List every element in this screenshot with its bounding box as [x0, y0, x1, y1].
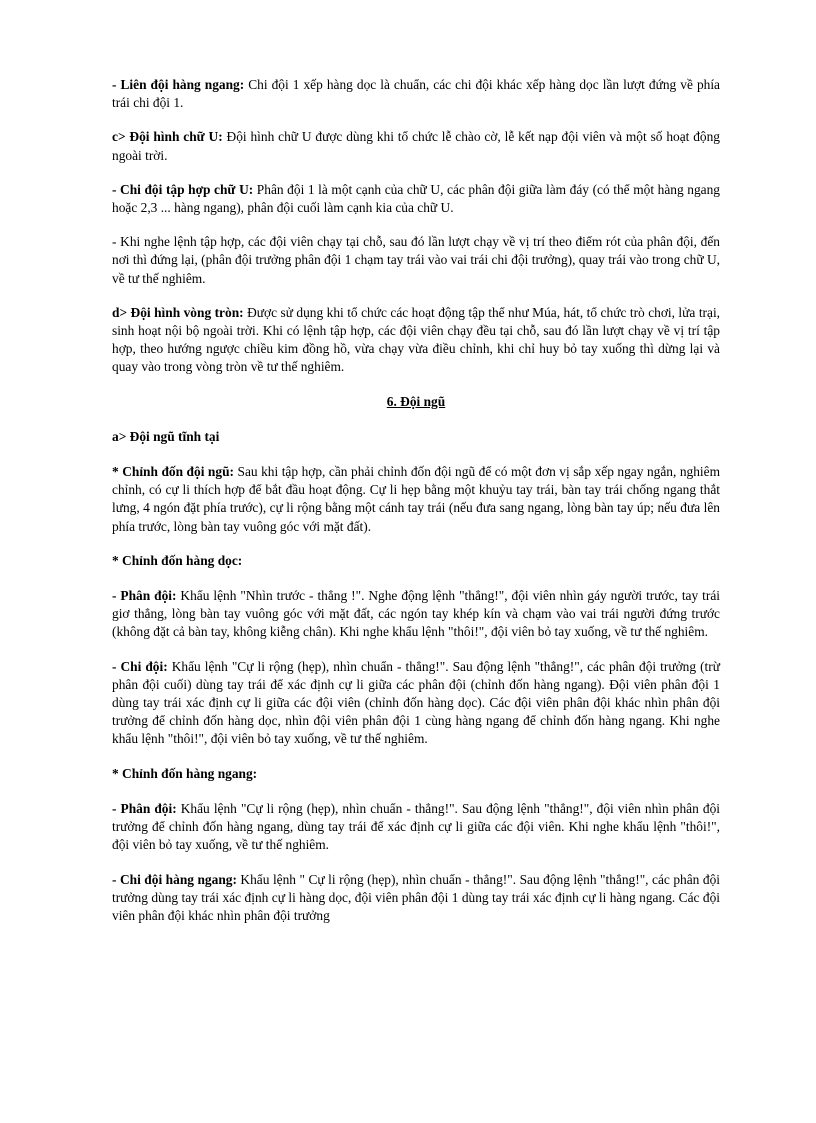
paragraph-text: Sau khi tập hợp, cần phải chỉnh đốn đội ngũ để có một đơn vị sắp xếp ngay ngắn, nghiêm chỉnh, có cự li thích hợp để bắt đầu hoạt động. Cự li hẹp bằng một khuỷu tay trái, bàn tay trái chống ngang thắt lưng, 4 ngón đặt phía trước), cự li rộng bằng một cánh tay trái (nếu đưa sang ngang, lòng bàn tay úp; nếu đưa lên phía trước, lòng bàn tay vuông góc với mặt đất).: [112, 464, 721, 534]
paragraph-chinh-don-doi-ngu: [112, 463, 720, 536]
paragraph-lead: - Liên đội hàng ngang:: [112, 77, 245, 92]
paragraph-text: Khẩu lệnh "Cự li rộng (hẹp), nhìn chuẩn - thẳng!". Sau động lệnh "thẳng!", các phân đội trưởng (trừ phân đội cuối) dùng tay trái để xác định cự li giữa các phân đội (chỉnh đốn hàng ngang). Đội viên phân đội 1 dùng tay trái xác định cự li giữa các đội viên (chỉnh đốn hàng dọc). Các đội viên phân đội khác nhìn phân đội trưởng để chỉnh đốn hàng dọc, nhìn đội viên phân đội 1 cùng hàng ngang để chỉnh đốn hàng ngang. Khi nghe khẩu lệnh "thôi!", đội viên bỏ tay xuống, về tư thế nghiêm.: [112, 658, 720, 747]
paragraph-khi-nghe-lenh: [112, 233, 720, 288]
paragraph-lead: - Chi đội hàng ngang:: [112, 871, 237, 887]
subheading-doi-ngu-tinh-tai: a> Đội ngũ tĩnh tại: [112, 428, 220, 444]
paragraph-text: Khẩu lệnh "Cự li rộng (hẹp), nhìn chuẩn - thẳng!". Sau động lệnh "thẳng!", đội viên nhìn phân đội trưởng để chỉnh đốn hàng ngang, dùng tay trái để xác định cự li giữa các đội viên. Khi nghe khẩu lệnh "thôi!", đội viên bỏ tay xuống, về tư thế nghiêm.: [112, 800, 720, 853]
paragraph-chi-doi-hang-ngang: [112, 871, 720, 926]
paragraph-text: Phân đội 1 là một cạnh của chữ U, các phân đội giữa làm đáy (có thể một hàng ngang hoặc 2,3 ... hàng ngang), phân đội cuối làm cạnh kia của chữ U.: [112, 181, 720, 216]
paragraph-lead: d> Đội hình vòng tròn:: [112, 304, 244, 320]
paragraph-doi-hinh-chu-u: [112, 128, 720, 164]
paragraph-lead: - Chi đội tập hợp chữ U:: [112, 181, 254, 197]
paragraph-text: - Khi nghe lệnh tập hợp, các đội viên chạy tại chỗ, sau đó lần lượt chạy về vị trí theo điểm rót của phân đội, đến nơi thì đứng lại, (phân đội trưởng phân đội 1 chạm tay trái vào vai trái chi đội trưởng), quay trái vào trong chữ U, về tư thế nghiêm.: [112, 234, 720, 286]
paragraph-chi-doi-tap-hop-chu-u: [112, 181, 720, 217]
paragraph-text: Khẩu lệnh "Nhìn trước - thẳng !". Nghe động lệnh "thẳng!", đội viên nhìn gáy người trước, tay trái giơ thẳng, lòng bàn tay vuông góc với mặt đất, các ngón tay khép kín và chạm vào vai trái người đứng trước (không đặt cả bàn tay, không kiễng chân). Khi nghe khẩu lệnh "thôi!", đội viên bỏ tay xuống, về tư thế nghiêm.: [112, 588, 720, 640]
paragraph-lead: - Chi đội:: [112, 658, 168, 674]
paragraph-text: Khẩu lệnh " Cự li rộng (hẹp), nhìn chuẩn - thẳng!". Sau động lệnh "thẳng!", các phân đội trưởng dùng tay trái xác định cự li hàng dọc, đội viên phân đội 1 dùng tay trái xác định cự li hàng ngang. Các đội viên phân đội khác nhìn phân đội trưởng: [112, 871, 720, 923]
paragraph-doi-hinh-vong-tron: [112, 304, 720, 377]
paragraph-lead: - Phân đội:: [112, 800, 177, 816]
section-title: 6. Đội ngũ: [386, 393, 446, 409]
paragraph-lead: c> Đội hình chữ U:: [112, 129, 223, 145]
paragraph-lead: * Chỉnh đốn đội ngũ:: [112, 464, 234, 480]
paragraph-text: Chi đội 1 xếp hàng dọc là chuẩn, các chi đội khác xếp hàng dọc lần lượt đứng về phía trái chi đội 1.: [112, 77, 720, 111]
subheading-chinh-don-hang-doc: * Chỉnh đốn hàng dọc:: [112, 552, 243, 568]
subheading-chinh-don-hang-ngang: * Chỉnh đốn hàng ngang:: [112, 765, 258, 781]
paragraph-text: Được sử dụng khi tổ chức các hoạt động tập thể như Múa, hát, tổ chức trò chơi, lửa trại, sinh hoạt nội bộ ngoài trời. Khi có lệnh tập hợp, các đội viên chạy đều tại chỗ, sau đó lần lượt chạy về vị trí tập hợp, theo hướng ngược chiều kim đồng hồ, vừa chạy vừa điều chỉnh, khi chỉ huy bỏ tay xuống thì dừng lại và quay vào trong vòng tròn về tư thế nghiêm.: [112, 304, 721, 375]
paragraph-text: Đội hình chữ U được dùng khi tổ chức lễ chào cờ, lễ kết nạp đội viên và một số hoạt động ngoài trời.: [112, 129, 721, 163]
paragraph-hang-doc-chi-doi: [112, 658, 720, 749]
paragraph-hang-ngang-phan-doi: [112, 800, 720, 855]
paragraph-lead: - Phân đội:: [112, 588, 177, 604]
paragraph-lien-doi-hang-ngang: [112, 76, 720, 112]
paragraph-hang-doc-phan-doi: [112, 587, 720, 642]
document-body: [112, 76, 720, 941]
